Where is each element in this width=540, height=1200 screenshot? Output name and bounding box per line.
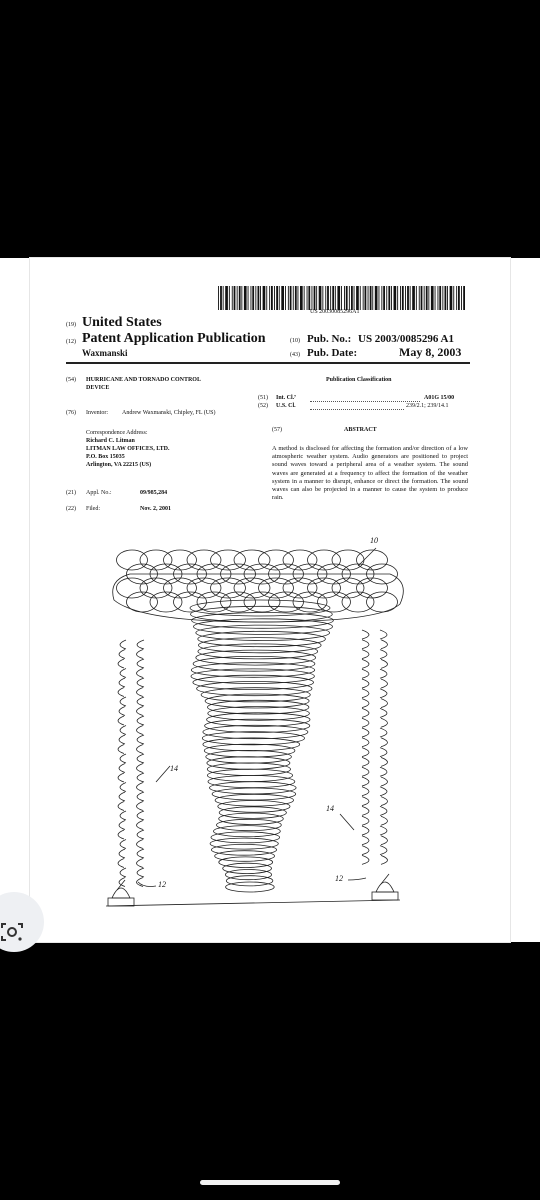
- int-cl-leader: [310, 401, 420, 402]
- title-line-2: DEVICE: [86, 385, 110, 391]
- ref-12-right: 12: [335, 874, 343, 883]
- ref-12-right-leader: [348, 878, 366, 880]
- correspondence-label: Correspondence Address:: [86, 430, 148, 436]
- pub-date-code: (43): [290, 352, 300, 358]
- int-cl-label: Int. Cl.⁷: [276, 395, 296, 401]
- int-cl-code: (51): [258, 395, 268, 401]
- filed-date: Nov. 2, 2001: [140, 506, 172, 512]
- inventor-code: (76): [66, 410, 76, 416]
- left-sound-waves: [118, 640, 144, 887]
- barcode-image: [218, 286, 466, 310]
- appl-no: 09/985,284: [140, 490, 168, 496]
- type-code: (12): [66, 339, 76, 345]
- country-name: United States: [82, 315, 162, 330]
- abstract-code: (57): [272, 427, 282, 433]
- int-cl-value: A01G 15/00: [424, 395, 455, 401]
- storm-cloud: [113, 550, 404, 622]
- tornado-funnel: [190, 600, 333, 892]
- pub-no-code: (10): [290, 338, 300, 344]
- us-cl-code: (52): [258, 403, 268, 409]
- abstract-heading: ABSTRACT: [344, 427, 377, 433]
- correspondence-firm: LITMAN LAW OFFICES, LTD.: [86, 446, 170, 452]
- inventor-label: Inventor:: [86, 410, 108, 416]
- pub-no-label: Pub. No.:: [307, 333, 352, 345]
- us-cl-label: U.S. Cl.: [276, 403, 296, 409]
- filed-code: (22): [66, 506, 76, 512]
- abstract-text: A method is disclosed for affecting the formation and/or direction of a low atmospheric weather system. Audio generators are positioned to project sound waves toward a peripheral area of a weather system. The sound waves are generated at a frequency to affect the formation of the weather system in a manner to disrupt, enhance or direct the formation. The sound waves can also be projected in a manner to cause the system to produce rain.: [272, 445, 468, 502]
- correspondence-name: Richard C. Litman: [86, 438, 135, 444]
- pub-date: May 8, 2003: [399, 345, 462, 359]
- ref-14-right: 14: [326, 804, 334, 813]
- appl-code: (21): [66, 490, 76, 496]
- right-audio-generator: [372, 874, 398, 900]
- filed-label: Filed:: [86, 506, 101, 512]
- ref-10: 10: [370, 536, 378, 545]
- pub-no: US 2003/0085296 A1: [358, 333, 454, 345]
- title-line-1: HURRICANE AND TORNADO CONTROL: [86, 377, 201, 383]
- correspondence-city: Arlington, VA 22215 (US): [86, 462, 152, 468]
- us-cl-leader: [310, 409, 404, 410]
- inventor-surname: Waxmanski: [82, 348, 128, 358]
- ref-14-left: 14: [170, 764, 178, 773]
- lens-search-icon[interactable]: [0, 920, 24, 944]
- ref-14-right-leader: [340, 814, 354, 830]
- country-code: (19): [66, 322, 76, 328]
- left-audio-generator: [108, 880, 134, 906]
- ground-line: [106, 900, 400, 906]
- inventor-name: Andrew Waxmanski, Chipley, FL (US): [122, 410, 216, 416]
- publication-type: Patent Application Publication: [82, 331, 266, 346]
- ref-14-left-leader: [156, 766, 170, 782]
- header-rule: [66, 362, 470, 364]
- right-sound-waves: [362, 630, 388, 864]
- title-code: (54): [66, 377, 76, 383]
- us-cl-value: 239/2.1; 239/14.1: [406, 403, 449, 409]
- appl-label: Appl. No.:: [86, 490, 112, 496]
- classification-heading: Publication Classification: [326, 377, 392, 383]
- barcode-number: US 20030085296A1: [310, 309, 360, 315]
- home-indicator[interactable]: [200, 1180, 340, 1185]
- pub-date-label: Pub. Date:: [307, 347, 358, 359]
- ref-12-left: 12: [158, 880, 166, 889]
- patent-drawing: [100, 530, 470, 920]
- correspondence-box: P.O. Box 15035: [86, 454, 125, 460]
